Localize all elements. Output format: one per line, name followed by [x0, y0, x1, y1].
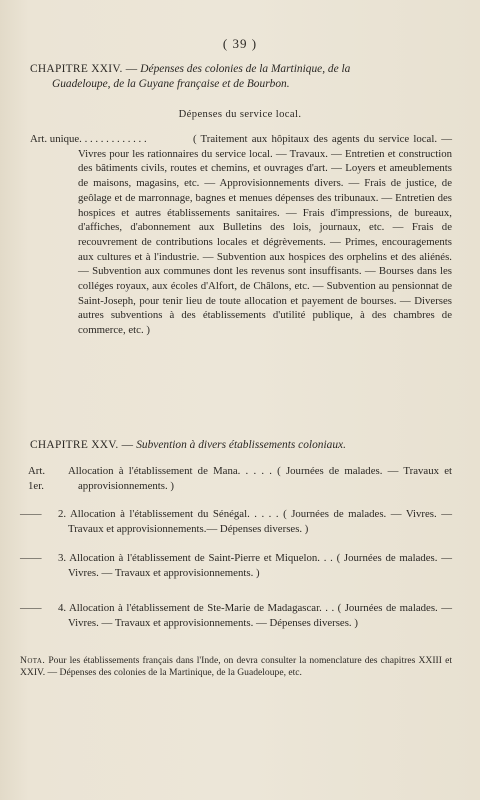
- chapter-24-title-line1: Dépenses des colonies de la Martinique, de la: [140, 63, 351, 75]
- chapter-24-heading: [30, 62, 450, 92]
- article-unique-text: ( Traitement aux hôpitaux des agents du service local. — Vivres pour les rationnaires du service local. — Travaux. — Entretien et construction des bâtiments civils, routes et chemins, et ouvrages d'art. — Loyers et ameublements de maisons, magasins, etc. — Approvisionnements divers. — Frais de justice, de geôlage et de marronnage, bagnes et menues dépenses des tribunaux. — Entretien des hospices et autres établissements sanitaires. — Frais d'impressions, de bureaux, d'affiches, d'abonnement aux Bulletins des lois, journaux, etc. — Frais de recouvrement de contributions locales et dégrèvements. — Primes, encouragements aux cultures et à l'industrie. — Subvention aux hospices des orphelins et des aliénés. — Subvention aux communes dont les revenus sont insuffisants. — Bourses dans les colléges royaux, aux écoles d'Alfort, de Châlons, etc. — Subvention au pensionnat de Saint-Joseph, pour tenir lieu de toute allocation et payement de bourses. — Diverses autres subventions à des établissements d'utilité publique, à des chambres de commerce, etc. ): [78, 133, 452, 337]
- chapter-25-heading: [30, 438, 450, 453]
- footnote-text: Pour les établissements français dans l'Inde, on devra consulter la nomenclature des chapitres XXIII et XXIV. — Dépenses des colonies de la Martinique, de la Guadeloupe, etc.: [20, 655, 452, 679]
- article-unique: [30, 132, 452, 338]
- page-number: ( 39 ): [222, 36, 258, 51]
- article-text: 3. Allocation à l'établissement de Saint-Pierre et Miquelon. . . ( Journées de malades. — Vivres. — Travaux et approvisionnements. ): [58, 552, 452, 579]
- chapter-25-title: Subvention à divers établissements coloniaux.: [136, 439, 346, 451]
- article-entry: [20, 507, 452, 536]
- chapter-24-label: CHAPITRE XXIV. —: [30, 63, 138, 75]
- section-subheading: Dépenses du service local.: [178, 109, 302, 120]
- chapter-24-title-line2: Guadeloupe, de la Guyane française et de Bourbon.: [52, 78, 290, 90]
- chapter-25-label: CHAPITRE XXV. —: [30, 439, 134, 451]
- article-entry: [20, 464, 452, 493]
- article-lead: Art. 1er.: [28, 465, 46, 492]
- article-text: Allocation à l'établissement de Mana. . . . . ( Journées de malades. — Travaux et approvisionnements. ): [68, 465, 452, 492]
- article-entry: [20, 601, 452, 630]
- article-text: 4. Allocation à l'établissement de Ste-Marie de Madagascar. . . ( Journées de malades. — Vivres. — Travaux et approvisionnements. — Dépenses diverses. ): [58, 602, 452, 629]
- article-lead: ——: [20, 552, 42, 564]
- footnote: [20, 655, 452, 680]
- article-text: 2. Allocation à l'établissement du Sénégal. . . . . ( Journées de malades. — Vivres. — Travaux et approvisionnements.— Dépenses diverses. ): [58, 508, 452, 535]
- article-unique-lead: Art. unique. . . . . . . . . . . . .: [30, 133, 147, 145]
- article-lead: ——: [20, 602, 42, 614]
- article-lead: ——: [20, 508, 42, 520]
- footnote-label: Nota.: [20, 655, 46, 666]
- article-entry: [20, 551, 452, 580]
